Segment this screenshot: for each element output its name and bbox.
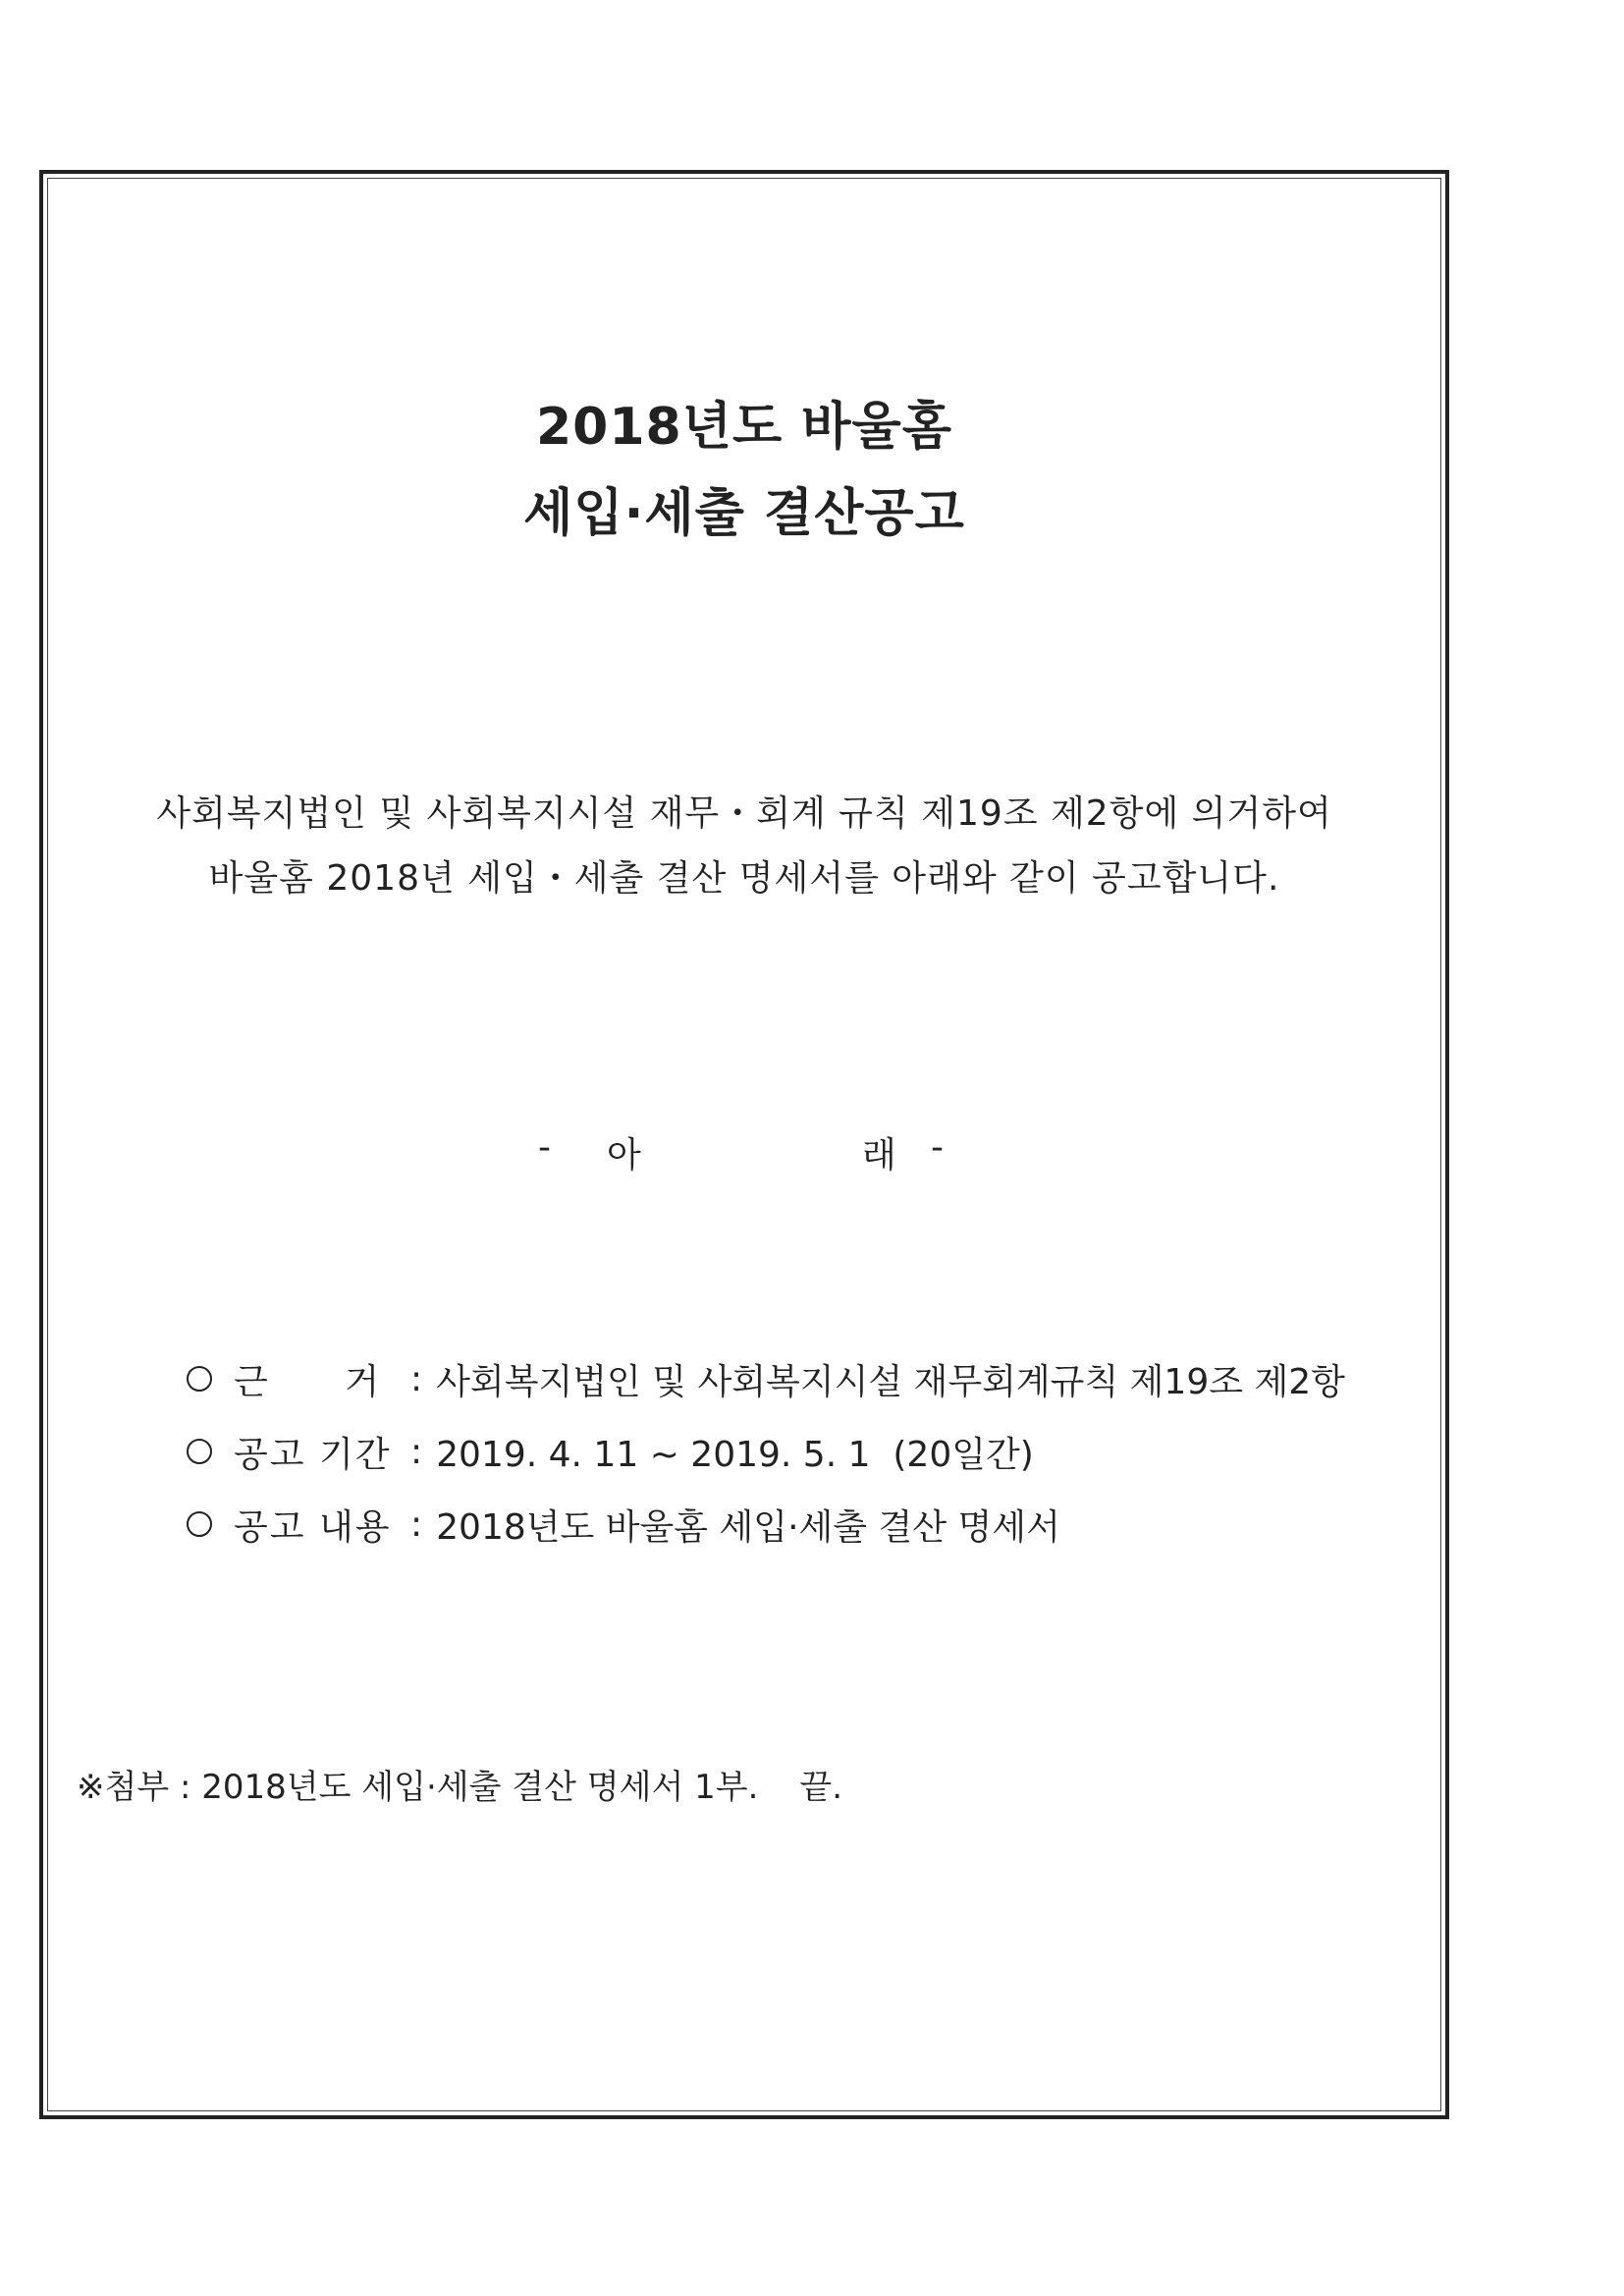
attachment-line xyxy=(77,1760,842,1808)
item-period xyxy=(187,1428,1345,1475)
item-basis xyxy=(187,1355,1345,1402)
item-content xyxy=(187,1501,1345,1548)
arae-dash-left: - xyxy=(538,1127,551,1168)
item-period-value: 2019. 4. 11 ~ 2019. 5. 1 (20일간) xyxy=(436,1434,1034,1475)
intro-line-2: 바울홈 2018년 세입・세출 결산 명세서를 아래와 같이 공고합니다. xyxy=(208,858,1280,899)
item-content-label: 공고 내용 xyxy=(234,1506,392,1548)
item-content-colon: : xyxy=(410,1503,423,1545)
inner-border xyxy=(47,178,1441,2111)
item-basis-colon: : xyxy=(410,1358,423,1399)
title-line-2: 세입·세출 결산공고 xyxy=(523,484,965,543)
attachment-text: ※첨부 : 2018년도 세입·세출 결산 명세서 1부. xyxy=(77,1768,759,1807)
circle-bullet-icon xyxy=(187,1439,212,1464)
arae-char-a: 아 xyxy=(607,1135,641,1175)
circle-bullet-icon xyxy=(187,1511,212,1537)
intro-line-1: 사회복지법인 및 사회복지시설 재무・회계 규칙 제19조 제2항에 의거하여 xyxy=(156,793,1332,834)
arae-char-rae: 래 xyxy=(862,1135,896,1175)
item-period-label: 공고 기간 xyxy=(234,1434,392,1475)
item-content-value: 2018년도 바울홈 세입·세출 결산 명세서 xyxy=(436,1506,1060,1548)
item-basis-label xyxy=(234,1354,381,1404)
circle-bullet-icon xyxy=(187,1366,212,1392)
item-basis-value: 사회복지법인 및 사회복지시설 재무회계규칙 제19조 제2항 xyxy=(436,1361,1345,1402)
attachment-end: 끝. xyxy=(799,1768,843,1807)
item-period-colon: : xyxy=(410,1431,423,1472)
item-basis-label-a: 근 xyxy=(234,1361,270,1402)
arae-dash-right: - xyxy=(931,1127,944,1168)
title-line-1: 2018년도 바울홈 xyxy=(536,398,952,457)
notice-items xyxy=(187,1355,1345,1573)
item-basis-label-b: 거 xyxy=(345,1361,381,1402)
